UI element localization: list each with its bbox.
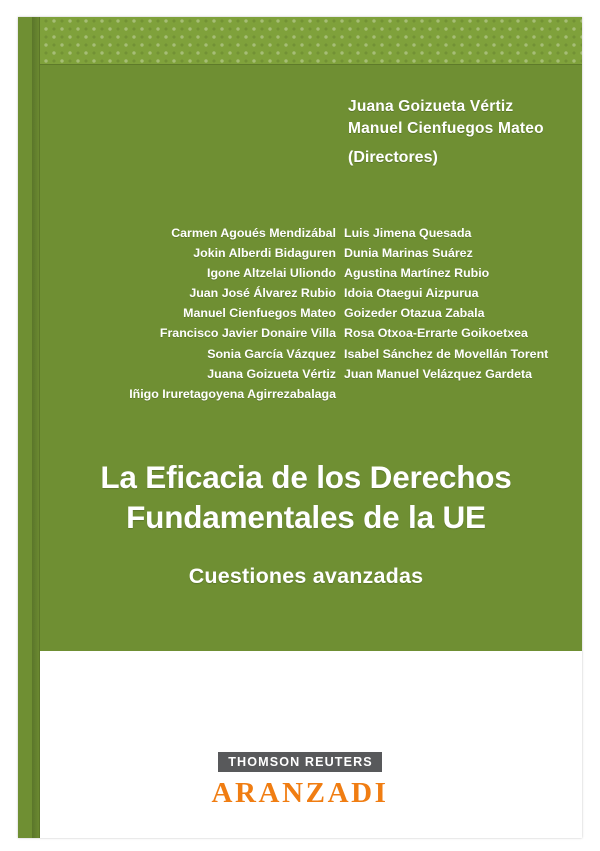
author-name: Dunia Marinas Suárez bbox=[344, 246, 473, 261]
author-name: Carmen Agoués Mendizábal bbox=[171, 226, 336, 240]
author-name: Manuel Cienfuegos Mateo bbox=[183, 306, 336, 321]
author-name: Idoia Otaegui Aizpurua bbox=[344, 286, 479, 301]
publisher-imprint-name: ARANZADI bbox=[211, 777, 389, 809]
author-name: Jokin Alberdi Bidaguren bbox=[193, 246, 336, 261]
authors-column-right bbox=[344, 223, 568, 404]
book-cover bbox=[18, 17, 582, 838]
book-title-block bbox=[44, 457, 568, 589]
director-name-2: Manuel Cienfuegos Mateo bbox=[348, 120, 544, 137]
directors-role-label: (Directores) bbox=[348, 149, 438, 166]
directors-block bbox=[348, 96, 564, 170]
publisher-group-name: THOMSON REUTERS bbox=[218, 752, 382, 772]
publisher-logo bbox=[18, 752, 582, 810]
author-name: Sonia García Vázquez bbox=[207, 346, 336, 361]
decorative-top-band bbox=[18, 17, 582, 65]
book-spine bbox=[18, 17, 40, 838]
author-name: Francisco Javier Donaire Villa bbox=[159, 326, 336, 341]
book-subtitle: Cuestiones avanzadas bbox=[188, 563, 424, 588]
authors-column-left bbox=[44, 223, 344, 404]
book-title-line-2: Fundamentales de la UE bbox=[126, 499, 486, 536]
author-name: Luis Jimena Quesada bbox=[344, 226, 472, 240]
author-name: Isabel Sánchez de Movellán Torent bbox=[344, 346, 549, 361]
spine-shadow bbox=[32, 17, 40, 838]
author-name: Agustina Martínez Rubio bbox=[344, 266, 490, 281]
director-name-1: Juana Goizueta Vértiz bbox=[348, 98, 514, 115]
book-title-line-1: La Eficacia de los Derechos bbox=[100, 459, 512, 495]
authors-block bbox=[44, 223, 568, 404]
author-name: Goizeder Otazua Zabala bbox=[344, 306, 485, 321]
author-name: Juana Goizueta Vértiz bbox=[207, 366, 336, 381]
author-name: Juan José Álvarez Rubio bbox=[189, 286, 336, 301]
author-name: Igone Altzelai Uliondo bbox=[207, 266, 336, 281]
author-name: Iñigo Iruretagoyena Agirrezabalaga bbox=[129, 386, 336, 401]
author-name: Juan Manuel Velázquez Gardeta bbox=[344, 366, 532, 381]
author-name: Rosa Otxoa-Errarte Goikoetxea bbox=[344, 326, 528, 341]
